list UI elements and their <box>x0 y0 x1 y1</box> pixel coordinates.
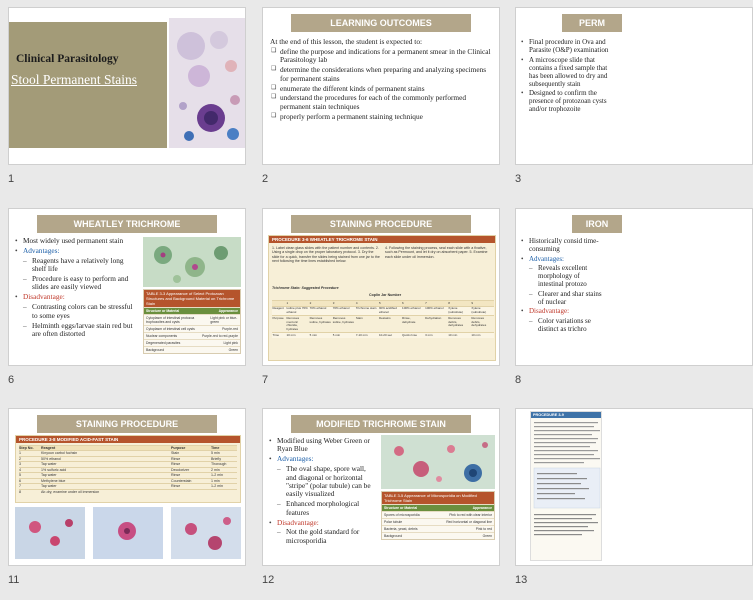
table-cell: 10 min <box>286 332 296 337</box>
table-row <box>382 532 494 539</box>
column-header: Time <box>211 446 220 450</box>
list-item: ❑ define the purpose and indications for a permanent smear in the Clinical Parasitology lab <box>271 48 493 65</box>
table-row <box>382 518 494 525</box>
table-cell: Removes iodine, hydrates <box>309 315 331 324</box>
table-cell: 3 <box>19 462 21 467</box>
column-header: Reagent <box>41 446 56 450</box>
table-cell: Reagent <box>272 306 284 311</box>
table-cell: Red horizontal or diagonal line <box>446 520 492 524</box>
slide-number: 3 <box>515 173 522 185</box>
table-cell: Dehydration <box>425 315 442 320</box>
slide-banner: STAINING PROCEDURE <box>291 215 471 233</box>
table-cell: Pink to red <box>475 527 492 531</box>
table-cell: Rinse <box>171 462 181 467</box>
table-cell: Light pink <box>223 341 238 345</box>
table-cell: 5 <box>19 473 21 478</box>
acid-fast-table <box>19 445 237 494</box>
list-item: – The oval shape, spore wall, and diagonal or horizontal "stripe" (polar tubule) can be easily visualized <box>268 465 378 499</box>
table-cell: Cytoplasm of intestinal cell cysts <box>146 327 195 331</box>
table-cell: Spores of microsporidia <box>384 513 420 517</box>
micrograph-image <box>143 237 241 287</box>
slide-bullets <box>520 237 604 335</box>
advantages-label: • Advantages: <box>520 255 604 263</box>
table-cell: Green <box>482 534 492 538</box>
table-cell: 7 <box>425 300 427 305</box>
slide-subtitle: Stool Permanent Stains <box>11 72 137 87</box>
slide-number: 8 <box>515 374 522 386</box>
column-header: Step No. <box>19 446 34 450</box>
coplin-label: Coplin Jar Number <box>369 293 402 297</box>
slide-12[interactable] <box>262 408 500 566</box>
table-cell: Bacteria, yeast, debris <box>384 527 418 531</box>
table-row <box>144 325 240 332</box>
slide-number: 1 <box>8 173 15 185</box>
table-cell: 2 <box>309 300 312 305</box>
definition-list <box>520 38 610 115</box>
procedure-steps-right: 4. Following the staining process, seal each slide with a fixative, such as Permount, and let it dry on absorbent paper. 5. Examine each slide under oil immersion. <box>385 246 488 259</box>
table-cell: 6 <box>402 300 404 305</box>
table-cell: 4 <box>19 467 21 472</box>
table-cell: 8 <box>19 489 21 494</box>
table-cell: Destains <box>378 315 391 320</box>
table-cell: 3 <box>332 300 335 305</box>
table-row <box>144 332 240 339</box>
slide-banner: MODIFIED TRICHROME STAIN <box>291 415 471 433</box>
table-cell: Removes debris, dehydrates <box>471 315 487 328</box>
appearance-table <box>143 289 241 354</box>
table-cell <box>171 490 211 494</box>
table-cell: Xylene (substitute) <box>448 306 464 314</box>
table-cell: Xylene (substitute) <box>471 306 487 314</box>
list-item: – Enhanced morphological features <box>268 500 378 517</box>
micrograph-image <box>381 435 495 489</box>
disadvantage-label: • Disadvantage: <box>268 519 378 527</box>
table-caption: Trichrome Stain: Suggested Procedure <box>272 286 339 290</box>
list-item: ❑ understand the procedures for each of the commonly performed permanent stain techniques <box>271 94 493 111</box>
list-item: – Procedure is easy to perform and slides are easily viewed <box>14 275 138 292</box>
slide-banner: STAINING PROCEDURE <box>37 415 217 433</box>
table-row <box>19 456 237 461</box>
micrograph-strip <box>15 507 241 559</box>
table-cell: Air-dry, examine under oil immersion <box>41 489 100 494</box>
table-cell: 1 <box>286 300 289 305</box>
table-cell: Green <box>228 348 238 352</box>
table-row <box>272 332 494 338</box>
table-cell: Trichrome stain <box>355 306 377 311</box>
table-row <box>19 483 237 488</box>
slide-number: 7 <box>262 374 269 386</box>
table-cell: Purpose <box>272 315 284 320</box>
list-item: • Historically consid time-consuming <box>520 237 604 253</box>
table-cell: 10 min <box>448 332 458 337</box>
procedure-text-lines <box>531 418 603 558</box>
table-cell: 5 min <box>332 332 341 337</box>
table-cell: Removes mercuric chloride, hydrates <box>286 315 300 331</box>
slide-banner: IRON <box>572 215 622 233</box>
table-cell: Cytoplasm of intestinal protozoa trophozoites and cysts <box>146 316 195 324</box>
table-cell: Light pink or blue-green <box>210 316 238 324</box>
table-cell: Removes iodine, hydrates <box>332 315 354 324</box>
table-cell: Rinse <box>171 473 181 478</box>
slide-2[interactable] <box>262 7 500 165</box>
table-title: TABLE 3-5 Appearance of Microsporidia on Modified Trichrome Stain <box>382 492 494 504</box>
table-cell: 5 min <box>211 451 220 456</box>
table-cell: Decolorizer <box>171 467 190 472</box>
table-cell: Iodine plus 70% ethanol <box>286 306 308 314</box>
slide-intro: At the end of this lesson, the student is expected to: <box>270 37 423 46</box>
procedure-title: PROCEDURE 3-6 WHEATLEY TRICHROME STAIN <box>269 236 495 243</box>
table-cell: Quick rinse <box>402 332 418 337</box>
slide-bullets <box>14 237 138 340</box>
table-cell: Nuclear components <box>146 334 178 338</box>
table-cell: Kinyoun carbol fuchsin <box>41 451 78 456</box>
table-row <box>19 450 237 455</box>
slide-banner: WHEATLEY TRICHROME <box>37 215 217 233</box>
table-cell: Rinse <box>171 484 181 489</box>
slide-1[interactable] <box>8 7 246 165</box>
list-item: • Modified using Weber Green or Ryan Blue <box>268 437 378 454</box>
table-header <box>382 504 494 511</box>
table-title: TABLE 3-3 Appearance of Select Protozoan Structures and Background Material on Trichrome Stain <box>144 290 240 307</box>
coplin-table <box>272 300 494 338</box>
table-row <box>19 478 237 483</box>
procedure-title: PROCEDURE 3-8 MODIFIED ACID-FAST STAIN <box>16 436 240 443</box>
table-cell: 1% sulfuric acid <box>41 467 67 472</box>
table-cell: Stain <box>355 315 363 320</box>
table-cell: Polar tubule <box>384 520 403 524</box>
table-cell: 10-20 sec <box>378 332 393 337</box>
table-cell: 10 min <box>471 332 481 337</box>
table-cell: 5 <box>378 300 381 305</box>
table-cell: Tap water <box>41 484 57 489</box>
table-cell: Purple-red to red-purple <box>202 334 238 338</box>
list-item: – Clearer and shar stains of nuclear <box>520 290 604 306</box>
list-item: – Reagents have a relatively long shelf life <box>14 257 138 274</box>
slide-8[interactable] <box>515 208 753 366</box>
table-cell: 8 <box>448 300 450 305</box>
table-row <box>19 472 237 477</box>
list-item: ❑ determine the considerations when preparing and analyzing specimens for permanent stains <box>271 66 493 83</box>
column-header: Appearance <box>218 309 238 313</box>
table-cell: Degenerated parasites <box>146 341 181 345</box>
table-row <box>272 315 494 332</box>
table-cell: Background <box>384 534 403 538</box>
procedure-box <box>268 235 496 361</box>
table-cell: 100% ethanol <box>425 306 444 311</box>
table-cell: Briefly <box>211 456 221 461</box>
table-cell <box>272 301 286 306</box>
slide-number: 6 <box>8 374 15 386</box>
table-cell: 7 <box>19 484 21 489</box>
table-row <box>19 461 237 466</box>
column-header: Appearance <box>472 506 492 510</box>
advantages-label: • Advantages: <box>268 455 378 463</box>
slide-banner: PERM <box>562 14 622 32</box>
slide-number: 12 <box>262 574 275 586</box>
list-item: ❑ properly perform a permanent staining technique <box>271 113 493 121</box>
column-header: Purpose <box>171 446 186 450</box>
list-item: – Helminth eggs/larvae stain red but are often distorted <box>14 322 138 339</box>
slide-11[interactable] <box>8 408 246 566</box>
table-cell: Counterstain <box>171 478 192 483</box>
table-cell: 5 min <box>309 332 317 337</box>
table-row <box>19 489 237 494</box>
table-cell: Rinse <box>171 456 181 461</box>
table-cell: Purple-red <box>222 327 238 331</box>
procedure-box <box>15 435 241 503</box>
table-header <box>144 307 240 314</box>
table-cell: Removes debris, dehydrates <box>448 315 464 328</box>
slide-6[interactable] <box>8 208 246 366</box>
list-item: • A microscope slide that contains a fixed sample that has been allowed to dry and subsequently stain <box>520 56 610 88</box>
outcome-list <box>271 48 493 123</box>
table-cell: 3 min <box>425 332 433 337</box>
list-item: – Contrasting colors can be stressful to some eyes <box>14 303 138 320</box>
table-header <box>19 445 237 450</box>
procedure-title: PROCEDURE 3-9 <box>531 412 601 418</box>
table-cell: 7-10 min <box>355 332 368 337</box>
list-item: – Color variations se distinct as trichro <box>520 317 604 333</box>
table-cell: 1-2 min <box>211 473 223 478</box>
table-cell: 90% acidified ethanol <box>378 306 397 314</box>
table-cell: 1 <box>19 451 21 456</box>
slide-banner: LEARNING OUTCOMES <box>291 14 471 32</box>
list-item: – Not the gold standard for microsporidia <box>268 528 378 545</box>
list-item: – Reveals excellent morphology of intestinal protozo <box>520 264 604 288</box>
table-cell: 6 <box>19 478 21 483</box>
table-row <box>272 306 494 316</box>
table-cell: Time <box>272 332 280 337</box>
table-cell: Pink to red with clear interior <box>449 513 492 517</box>
slide-3[interactable] <box>515 7 753 165</box>
table-cell: Stain <box>171 451 180 456</box>
table-row <box>144 346 240 353</box>
table-cell: 100% ethanol <box>402 306 421 311</box>
table-cell: 2 min <box>211 467 220 472</box>
slide-13[interactable] <box>515 408 753 566</box>
table-cell: Background <box>146 348 165 352</box>
table-row <box>144 314 240 325</box>
slide-number: 2 <box>262 173 269 185</box>
column-header: Structure or Material <box>146 309 180 313</box>
table-row <box>19 467 237 472</box>
slide-number: 13 <box>515 574 528 586</box>
slide-bullets <box>268 437 378 547</box>
table-cell <box>211 490 237 494</box>
list-item: • Designed to confirm the presence of protozoan cysts and/or trophozoite <box>520 89 610 113</box>
table-cell: 2 <box>19 456 21 461</box>
table-cell: Tap water <box>41 462 57 467</box>
list-item: • Most widely used permanent stain <box>14 237 138 245</box>
slide-7[interactable] <box>262 208 500 366</box>
table-cell: Rinse, dehydrate <box>402 315 416 324</box>
table-cell: 1-2 min <box>211 484 223 489</box>
table-cell: 70% ethanol <box>309 306 327 311</box>
slide-number: 11 <box>8 574 20 586</box>
micrograph-image <box>169 18 245 148</box>
procedure-steps-left: 1. Label clean glass slides with the patient number and contents. 2. Using a single drop on the proper laboratory protocol. 3. Dry the slide for a quick, transfer the slides being stained from one jar to the next following the time lines established below. <box>272 246 380 264</box>
table-cell: 50% ethanol <box>41 456 61 461</box>
disadvantage-label: • Disadvantage: <box>520 307 604 315</box>
table-cell: 70% ethanol <box>332 306 350 311</box>
table-row <box>382 511 494 518</box>
jar-number-row <box>272 300 494 306</box>
table-row <box>382 525 494 532</box>
list-item: • Final procedure in Ova and Parasite (O&P) examination <box>520 38 610 54</box>
advantages-label: • Advantages: <box>14 247 138 255</box>
table-cell: 9 <box>471 300 474 305</box>
table-cell: Thorough <box>211 462 227 467</box>
slide-title: Clinical Parasitology <box>16 53 119 65</box>
table-cell: 4 <box>355 300 358 305</box>
table-cell: Methylene blue <box>41 478 66 483</box>
table-cell: 1 min <box>211 478 220 483</box>
disadvantage-label: • Disadvantage: <box>14 293 138 301</box>
column-header: Structure or Material <box>384 506 418 510</box>
appearance-table <box>381 491 495 540</box>
procedure-page <box>530 411 602 561</box>
table-cell: Tap water <box>41 473 57 478</box>
table-row <box>144 339 240 346</box>
list-item: ❑ enumerate the different kinds of permanent stains <box>271 85 493 93</box>
